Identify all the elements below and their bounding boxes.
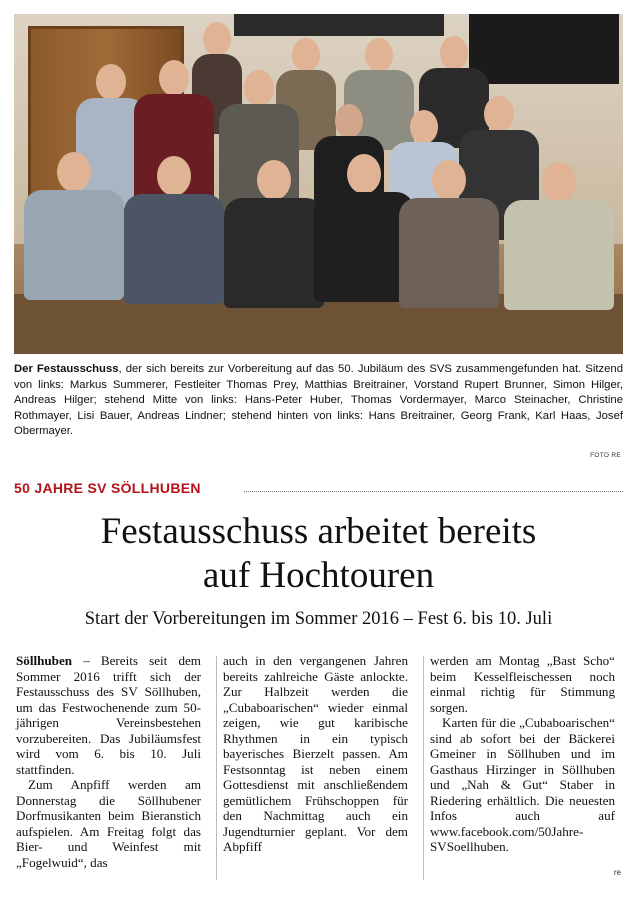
caption-text: , der sich bereits zur Vorbereitung auf das 50. Jubiläum des SVS zusammengefunden hat. Sitzend von links: Markus Summerer, Festleiter Thomas Prey, Matthias Breitrainer, Vorstand Rupert Brunner, Simon Hilger, Andreas Hilger; stehend Mitte von links: Hans-Peter Huber, Thomas Vordermayer, Marco Steinacher, Christine Rothmayer, Lisi Bauer, Andreas Lindner; stehend hinten von links: Hans Breitrainer, Georg Frank, Karl Haas, Josef Obermayer. [14, 363, 623, 438]
group-photo [14, 14, 623, 354]
paragraph [16, 653, 201, 777]
article-column-3 [430, 653, 615, 855]
photo-tv [469, 14, 619, 84]
article-column-1 [16, 653, 201, 870]
person [224, 160, 324, 354]
paragraph-text: – Bereits seit dem Sommer 2016 trifft sich der Festausschuss des SV Söllhuben, um das Festwochenende zum 50-jährigen Vereinsbestehen vorzubereiten. Das Jubiläumsfest wird vom 6. bis 10. Juli stattfinden. [16, 653, 201, 777]
author-tag: re [613, 868, 621, 877]
kicker: 50 JAHRE SV SÖLLHUBEN [14, 480, 201, 496]
paragraph: Karten für die „Cubaboarischen“ sind ab sofort bei der Bäckerei Gmeiner in Söllhuben und im Gasthaus Hirzinger in Söllhuben und „Nah & Gut“ Staber in Riedering erhältlich. Die neuesten Infos auch auf www.facebook.com/50Jahre-SVSoellhuben. [430, 715, 615, 854]
person [504, 162, 614, 354]
person [399, 160, 499, 354]
photo-caption [14, 362, 623, 440]
person [24, 152, 124, 352]
paragraph: Zum Anpfiff werden am Donnerstag die Söllhubener Dorfmusikanten beim Bieranstich aufspielen. Am Freitag folgt das Bier- und Weinfest mit „Fogelwuid“, das [16, 777, 201, 870]
person [124, 156, 224, 354]
column-divider [216, 656, 217, 880]
headline-line-1: Festausschuss arbeitet bereits [100, 511, 537, 552]
photo-banner [234, 14, 444, 36]
column-divider [423, 656, 424, 880]
caption-lead: Der Festausschuss [14, 363, 119, 375]
article-column-2 [223, 653, 408, 855]
paragraph: auch in den vergangenen Jahren bereits zahlreiche Gäste anlockte. Zur Halbzeit werden die „Cubaboarischen“ wieder einmal zeigen, wie gut karibische Rhythmen in ein typisch bayerisches Bierzelt passen. Am Festsonntag ist neben einem Gottesdienst mit anschließendem gemütlichem Frühschoppen für den Nachmittag auch ein Jugendturnier geplant. Vor dem Abpfiff [223, 653, 408, 854]
headline [14, 510, 623, 598]
photo-credit: FOTO RE [590, 452, 621, 459]
kicker-divider [244, 491, 623, 492]
subheadline: Start der Vorbereitungen im Sommer 2016 – Fest 6. bis 10. Juli [84, 609, 553, 629]
paragraph: werden am Montag „Bast Scho“ beim Kesselfleischessen noch einmal richtig für Stimmung sorgen. [430, 653, 615, 715]
headline-line-2: auf Hochtouren [202, 555, 435, 596]
dateline: Söllhuben [16, 653, 73, 668]
